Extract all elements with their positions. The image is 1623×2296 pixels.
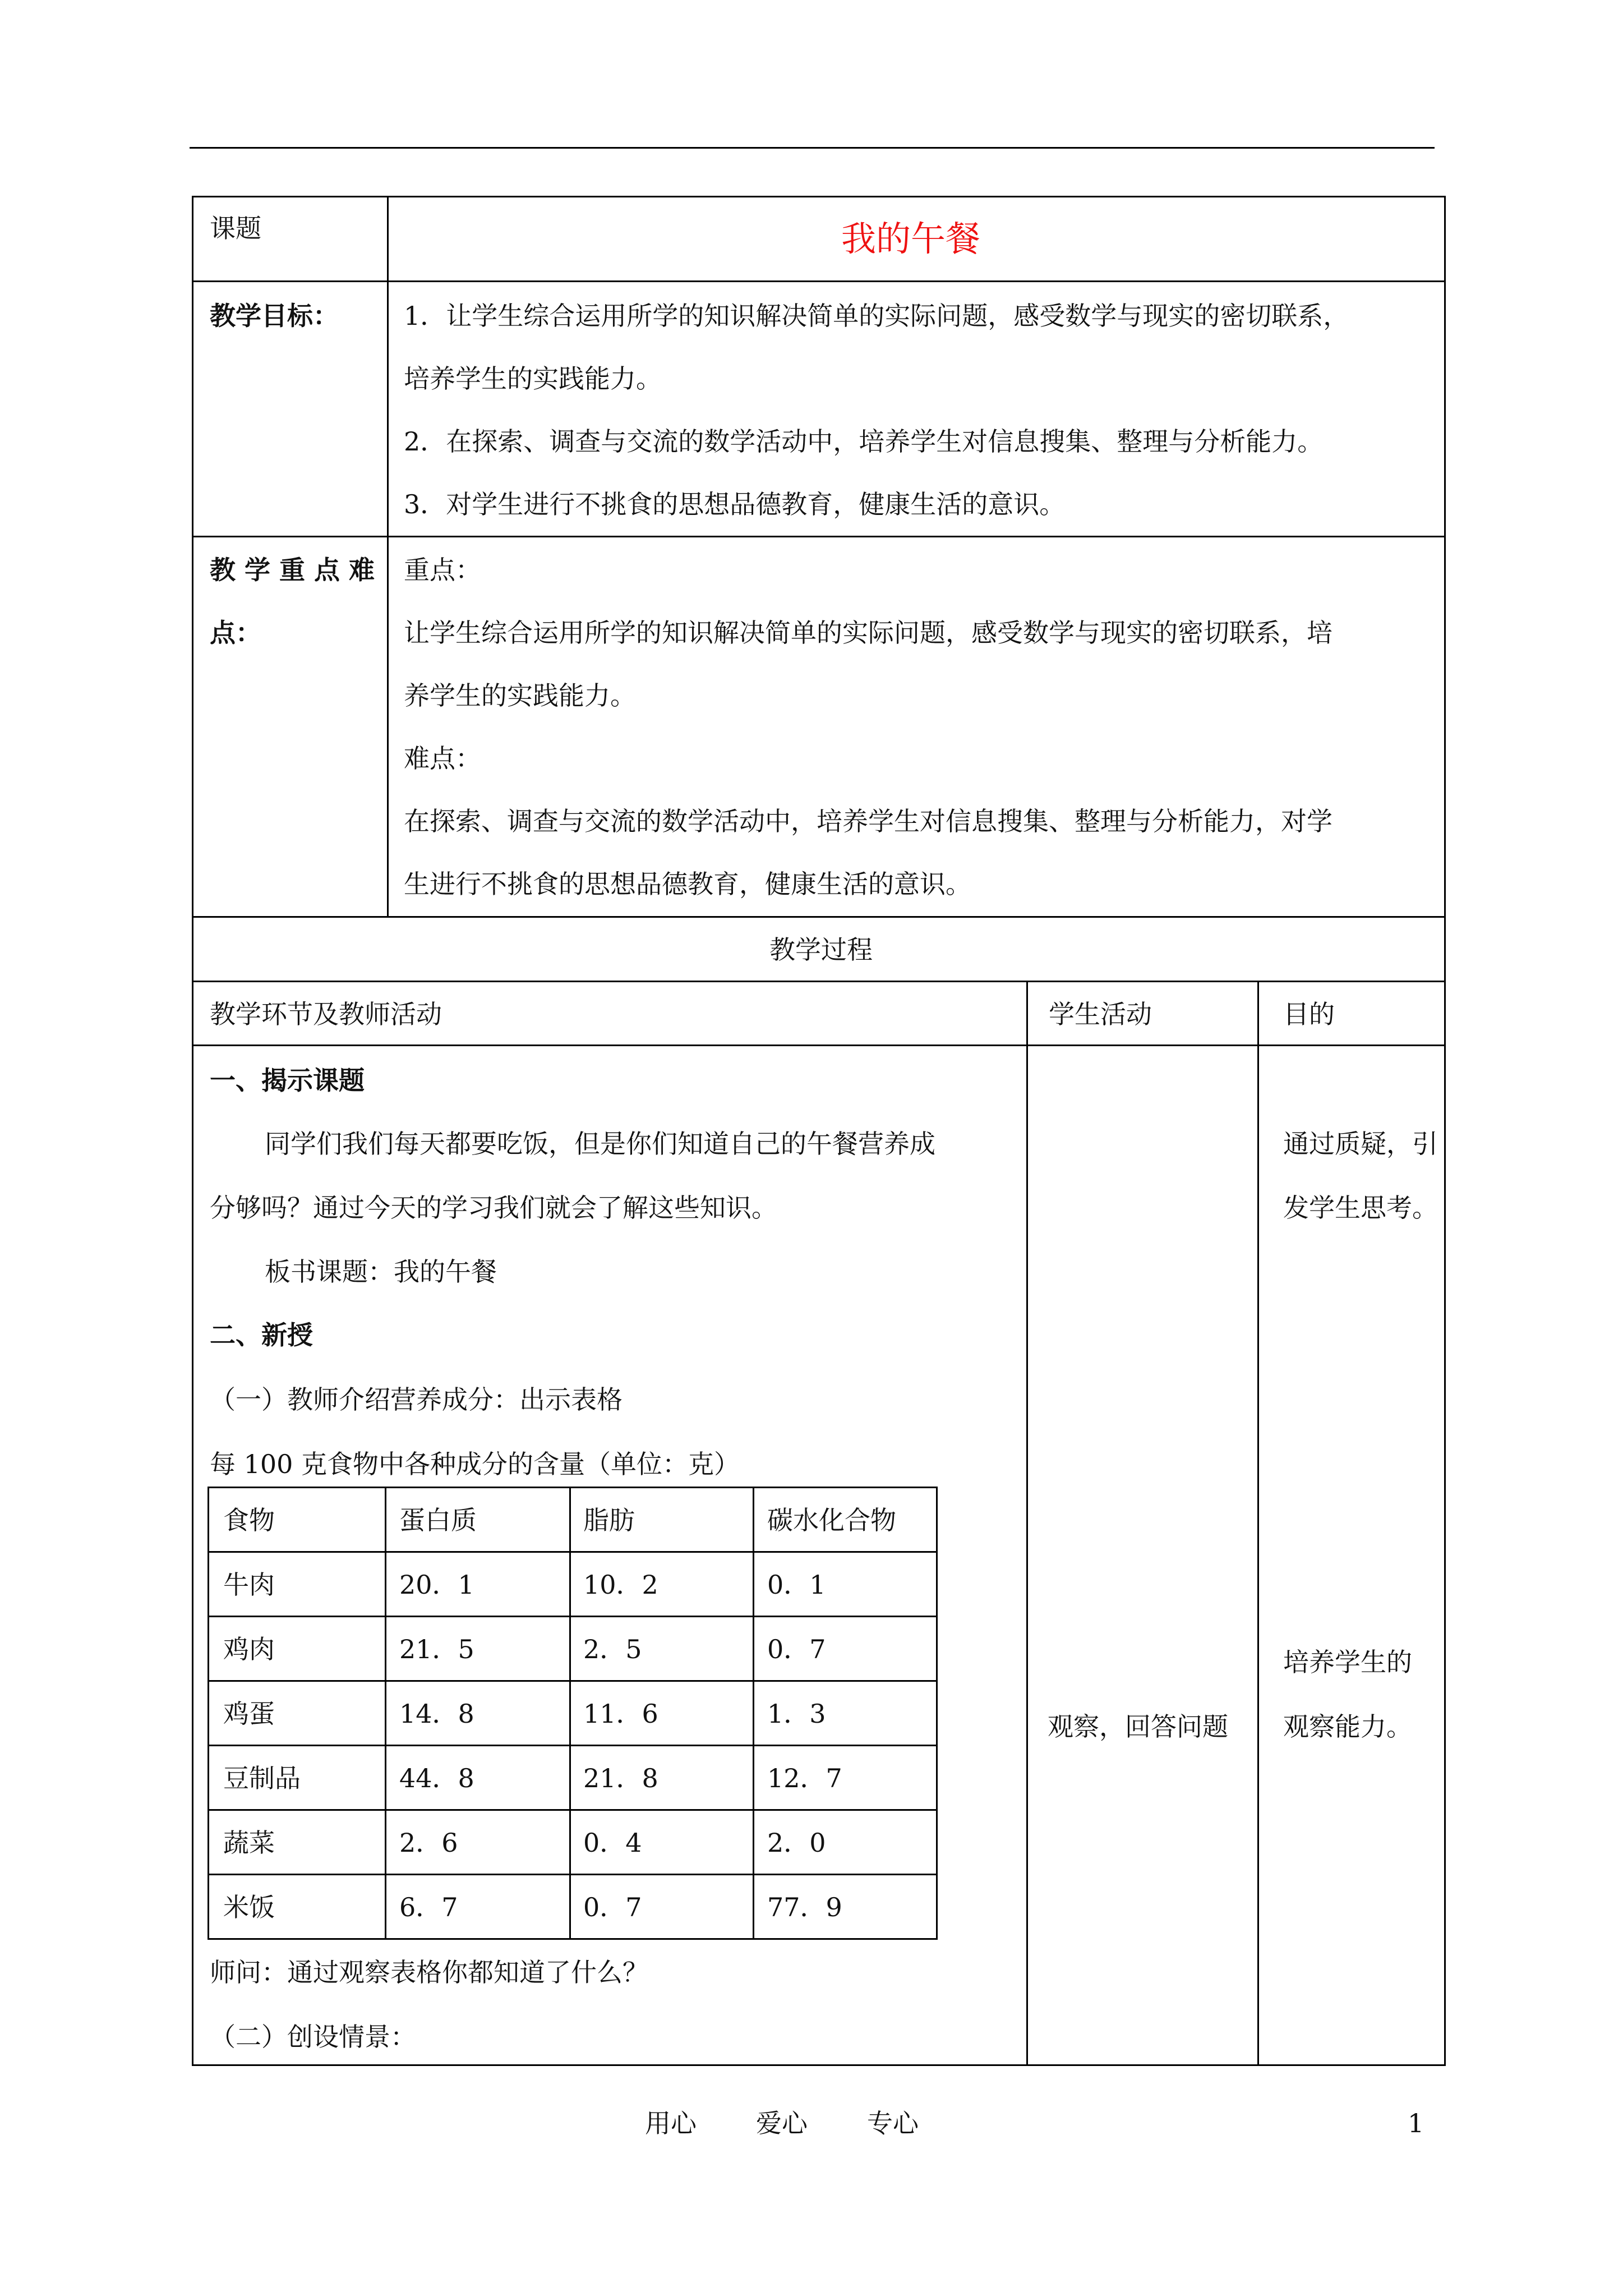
key-points-label: 点： <box>210 618 261 648</box>
purpose-text: 通过质疑，引 <box>1283 1129 1438 1159</box>
table-rule <box>387 196 389 918</box>
objective-line: 2．在探索、调查与交流的数学活动中，培养学生对信息搜集、整理与分析能力。 <box>404 426 1324 457</box>
board-title: 板书课题：我的午餐 <box>265 1257 497 1287</box>
topic-label: 课题 <box>210 213 261 243</box>
nutrition-table-rule <box>208 1745 938 1746</box>
process-header: 教学过程 <box>769 935 873 965</box>
table-cell: 21．8 <box>583 1763 658 1793</box>
subsection-heading: （一）教师介绍营养成分：出示表格 <box>210 1384 623 1415</box>
subsection-heading: （二）创设情景： <box>210 2022 416 2052</box>
section-heading: 二、新授 <box>210 1320 313 1350</box>
table-rule <box>192 280 1446 282</box>
table-header-cell: 蛋白质 <box>399 1505 477 1535</box>
footer-motto: 专心 <box>867 2108 919 2138</box>
table-cell: 44．8 <box>399 1763 474 1793</box>
table-header-cell: 脂肪 <box>583 1505 635 1535</box>
header-rule <box>190 147 1435 149</box>
objective-line: 3．对学生进行不挑食的思想品德教育，健康生活的意识。 <box>404 489 1066 519</box>
intro-paragraph: 分够吗？通过今天的学习我们就会了解这些知识。 <box>210 1193 777 1223</box>
table-cell: 米饭 <box>223 1892 275 1922</box>
teacher-question: 师问：通过观察表格你都知道了什么？ <box>210 1957 648 1987</box>
nutrition-table-rule <box>208 1938 938 1940</box>
table-cell: 鸡肉 <box>223 1634 275 1664</box>
purpose-text: 发学生思考。 <box>1283 1193 1438 1223</box>
table-cell: 20．1 <box>399 1570 474 1600</box>
table-rule <box>192 196 1446 197</box>
table-cell: 77．9 <box>767 1892 842 1922</box>
table-cell: 11．6 <box>583 1699 658 1729</box>
table-rule <box>1026 981 1028 2066</box>
table-cell: 牛肉 <box>223 1570 275 1600</box>
focus-text: 养学生的实践能力。 <box>404 680 636 711</box>
nutrition-table-rule <box>208 1551 938 1553</box>
col-header-purpose: 目的 <box>1283 999 1335 1029</box>
nutrition-table-rule <box>208 1616 938 1617</box>
col-header-student: 学生活动 <box>1049 999 1152 1029</box>
purpose-text: 培养学生的 <box>1283 1647 1412 1677</box>
section-heading: 一、揭示课题 <box>210 1065 365 1096</box>
difficulty-text: 在探索、调查与交流的数学活动中，培养学生对信息搜集、整理与分析能力，对学 <box>404 806 1332 836</box>
table-cell: 1．3 <box>767 1699 826 1729</box>
col-header-teacher: 教学环节及教师活动 <box>210 999 442 1029</box>
objectives-label: 教学目标： <box>210 301 339 331</box>
lesson-title: 我的午餐 <box>841 218 981 259</box>
table-cell: 豆制品 <box>223 1763 301 1793</box>
table-cell: 14．8 <box>399 1699 474 1729</box>
table-cell: 2．5 <box>583 1634 642 1664</box>
key-points-label: 教 学 重 点 难 <box>210 555 375 585</box>
nutrition-table-rule <box>936 1487 938 1940</box>
table-cell: 21．5 <box>399 1634 474 1664</box>
student-activity: 观察，回答问题 <box>1048 1711 1228 1742</box>
nutrition-table-rule <box>208 1487 209 1940</box>
intro-paragraph: 同学们我们每天都要吃饭，但是你们知道自己的午餐营养成 <box>265 1129 935 1159</box>
footer-motto: 爱心 <box>756 2108 808 2138</box>
table-cell: 2．6 <box>399 1828 458 1858</box>
difficulty-label: 难点： <box>404 743 481 774</box>
table-cell: 12．7 <box>767 1763 842 1793</box>
table-cell: 鸡蛋 <box>223 1699 275 1729</box>
nutrition-table-rule <box>385 1487 386 1940</box>
table-header-cell: 碳水化合物 <box>767 1505 896 1535</box>
table-cell: 6．7 <box>399 1892 458 1922</box>
table-cell: 0．4 <box>583 1828 642 1858</box>
objective-line: 培养学生的实践能力。 <box>404 364 662 394</box>
table-caption: 每 100 克食物中各种成分的含量（单位：克） <box>210 1449 740 1479</box>
table-cell: 0．7 <box>583 1892 642 1922</box>
difficulty-text: 生进行不挑食的思想品德教育，健康生活的意识。 <box>404 869 971 899</box>
nutrition-table-rule <box>569 1487 571 1940</box>
nutrition-table-rule <box>208 1874 938 1875</box>
table-rule <box>192 916 1446 918</box>
focus-label: 重点： <box>404 555 481 585</box>
table-rule <box>192 196 193 2066</box>
page-number: 1 <box>1408 2108 1424 2138</box>
table-cell: 0．7 <box>767 1634 826 1664</box>
purpose-text: 观察能力。 <box>1283 1711 1412 1742</box>
footer-motto: 用心 <box>645 2108 697 2138</box>
table-cell: 蔬菜 <box>223 1828 275 1858</box>
nutrition-table-rule <box>208 1680 938 1682</box>
table-rule <box>192 536 1446 537</box>
focus-text: 让学生综合运用所学的知识解决简单的实际问题，感受数学与现实的密切联系，培 <box>404 618 1332 648</box>
table-header-cell: 食物 <box>223 1505 275 1535</box>
table-rule <box>1444 196 1446 2066</box>
nutrition-table-rule <box>208 1487 938 1488</box>
table-rule <box>1257 981 1259 2066</box>
table-cell: 10．2 <box>583 1570 658 1600</box>
nutrition-table-rule <box>208 1809 938 1811</box>
nutrition-table-rule <box>753 1487 754 1940</box>
table-cell: 0．1 <box>767 1570 826 1600</box>
objective-line: 1．让学生综合运用所学的知识解决简单的实际问题，感受数学与现实的密切联系， <box>404 301 1349 331</box>
table-cell: 2．0 <box>767 1828 826 1858</box>
